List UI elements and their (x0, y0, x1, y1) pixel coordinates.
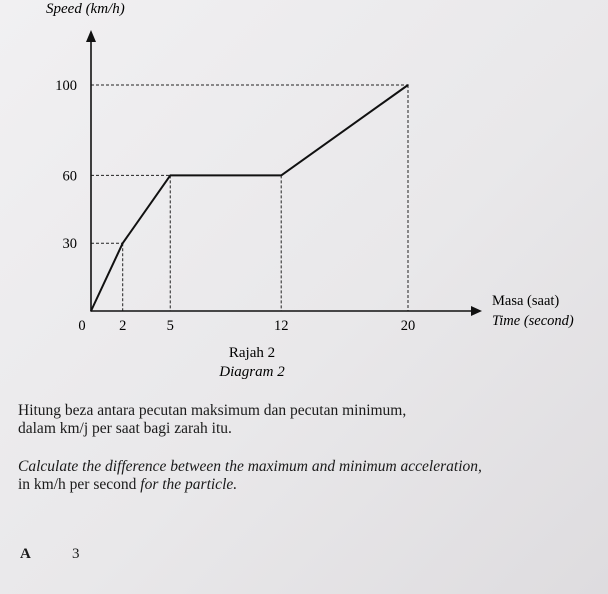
x-axis-arrowhead (471, 306, 482, 316)
origin-label: 0 (78, 318, 86, 334)
question-malay-line-2: dalam km/j per saat bagi zarah itu. (18, 420, 232, 437)
speed-point-4 (407, 84, 409, 86)
speed-line (91, 85, 408, 311)
diagram-caption-english: Diagram 2 (219, 364, 285, 380)
question-malay (18, 402, 406, 438)
y-tick-label-30: 30 (62, 236, 77, 253)
x-tick-label-5: 5 (166, 318, 174, 334)
question-english-line-2 (18, 476, 482, 494)
question-malay-line-1: Hitung beza antara pecutan maksimum dan pecutan minimum, (18, 402, 407, 419)
question-english-line-1: Calculate the difference between the maximum and minimum acceleration, (18, 458, 482, 475)
speed-series (90, 84, 409, 312)
option-a-letter: A (20, 546, 31, 562)
question-english (18, 458, 482, 494)
speed-point-3 (280, 175, 282, 177)
x-tick-label-12: 12 (273, 318, 289, 334)
tick-labels (55, 78, 415, 334)
question-english-line-2-rest: for the particle. (136, 476, 238, 493)
y-tick-label-100: 100 (55, 78, 77, 94)
x-axis-label-english: Time (second) (492, 313, 574, 329)
x-axis-label-malay: Masa (saat) (492, 293, 560, 309)
y-tick-label-60: 60 (62, 168, 77, 185)
speed-point-0 (90, 310, 92, 312)
speed-point-2 (169, 175, 171, 177)
diagram-caption-malay: Rajah 2 (228, 345, 276, 361)
y-axis-arrowhead (86, 30, 96, 42)
y-axis-label: Speed (km/h) (46, 1, 125, 17)
x-tick-label-2: 2 (119, 318, 127, 334)
question-unit: in km/h per second (18, 476, 137, 493)
option-a-value: 3 (72, 546, 80, 562)
x-tick-label-20: 20 (400, 318, 416, 334)
speed-point-1 (122, 242, 124, 244)
